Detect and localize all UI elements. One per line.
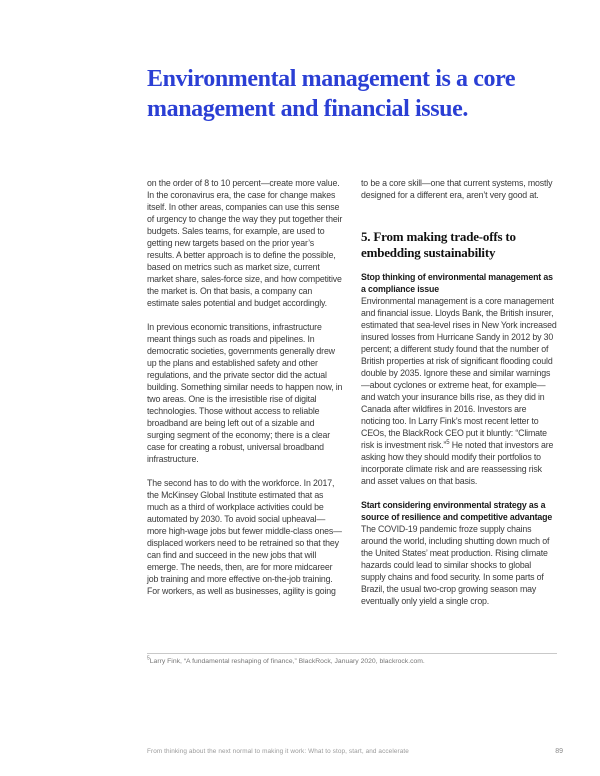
footnote-rule [147, 653, 557, 654]
subsection-heading: Stop thinking of environmental management as a compliance issue [361, 272, 553, 294]
paragraph: The second has to do with the workforce. In 2017, the McKinsey Global Institute estimated that as much as a third of workplace activities could be automated by 2030. To avoid social upheaval—more high-wage jobs but fewer middle-class ones—displaced workers need to be retrained so that they can find and succeed in the new jobs that will emerge. The needs, then, are for more midcareer job training and more effective on-the-job training. For workers, as well as businesses, agility is going [147, 478, 342, 596]
page-title [147, 64, 515, 124]
paragraph: to be a core skill—one that current systems, mostly designed for a different era, aren’t very good at. [361, 178, 553, 200]
page-footer [147, 748, 563, 755]
page-number: 89 [555, 748, 563, 755]
footnote-citation: Larry Fink, “A fundamental reshaping of finance,” BlackRock, January 2020, blackrock.com. [149, 658, 425, 665]
paragraph-text: Environmental management is a core management and financial issue. Lloyds Bank, the British insurer, estimated that sea-level rises in New York increased insured losses from Hurricane Sandy in 2012 by 30 percent; a different study found that the number of British properties at risk of significant flooding could double by 2035. Ignore these and similar warnings—about cyclones or extreme heat, for example—and watch your insurance bills rise, as they did in Canada after wildfires in 2016. Investors are noticing too. In Larry Fink’s most recent letter to CEOs, the BlackRock CEO put it bluntly: “Climate risk is investment risk.” [361, 296, 557, 450]
footnote-text [147, 657, 557, 666]
footnote-marker: 5 [147, 655, 150, 662]
paragraph-text: He noted that investors are asking how they should modify their portfolios to incorporate climate risk and are reassessing risk and asset values on that basis. [361, 440, 554, 486]
body-columns [147, 177, 557, 619]
page-title-line: management and financial issue. [147, 96, 468, 122]
right-column [361, 177, 557, 619]
footnote-block [147, 653, 557, 666]
left-column [147, 177, 343, 619]
paragraph: The COVID-19 pandemic froze supply chains around the world, including shutting down much of the United States’ meat production. Rising climate hazards could lead to similar shocks to global supply chains and food security. In some parts of Brazil, the usual two-crop growing season may eventually only yield a single crop. [361, 524, 550, 606]
footnote-reference: 5 [446, 440, 450, 447]
subsection-heading: Start considering environmental strategy as a source of resilience and competitive advantage [361, 500, 553, 522]
running-title: From thinking about the next normal to making it work: What to stop, start, and accelerate [147, 748, 409, 755]
paragraph [361, 295, 557, 487]
page-title-line: Environmental management is a core [147, 66, 516, 92]
paragraph: In previous economic transitions, infrastructure meant things such as roads and pipelines. In democratic societies, governments generally drew up the plans and established safety and other regulations, and the private sector did the actual building. Something similar needs to happen now, in two areas. One is the irresistible rise of digital technologies. Those without access to reliable broadband are being left out of a sizable and surging segment of the economy; there is a clear case for creating a robust, universal broadband infrastructure. [147, 322, 343, 464]
section-heading: 5. From making trade-offs to embedding sustainability [361, 229, 516, 260]
paragraph: on the order of 8 to 10 percent—create more value. In the coronavirus era, the case for change makes itself. In other areas, companies can use this sense of urgency to change the way they put together their budgets. Sales teams, for example, are used to getting new targets based on the prior year’s results. A better approach is to define the possible, based on metrics such as market size, current market share, sales-force size, and how competitive the market is. On that basis, a company can estimate sales potential and budget accordingly. [147, 178, 343, 308]
